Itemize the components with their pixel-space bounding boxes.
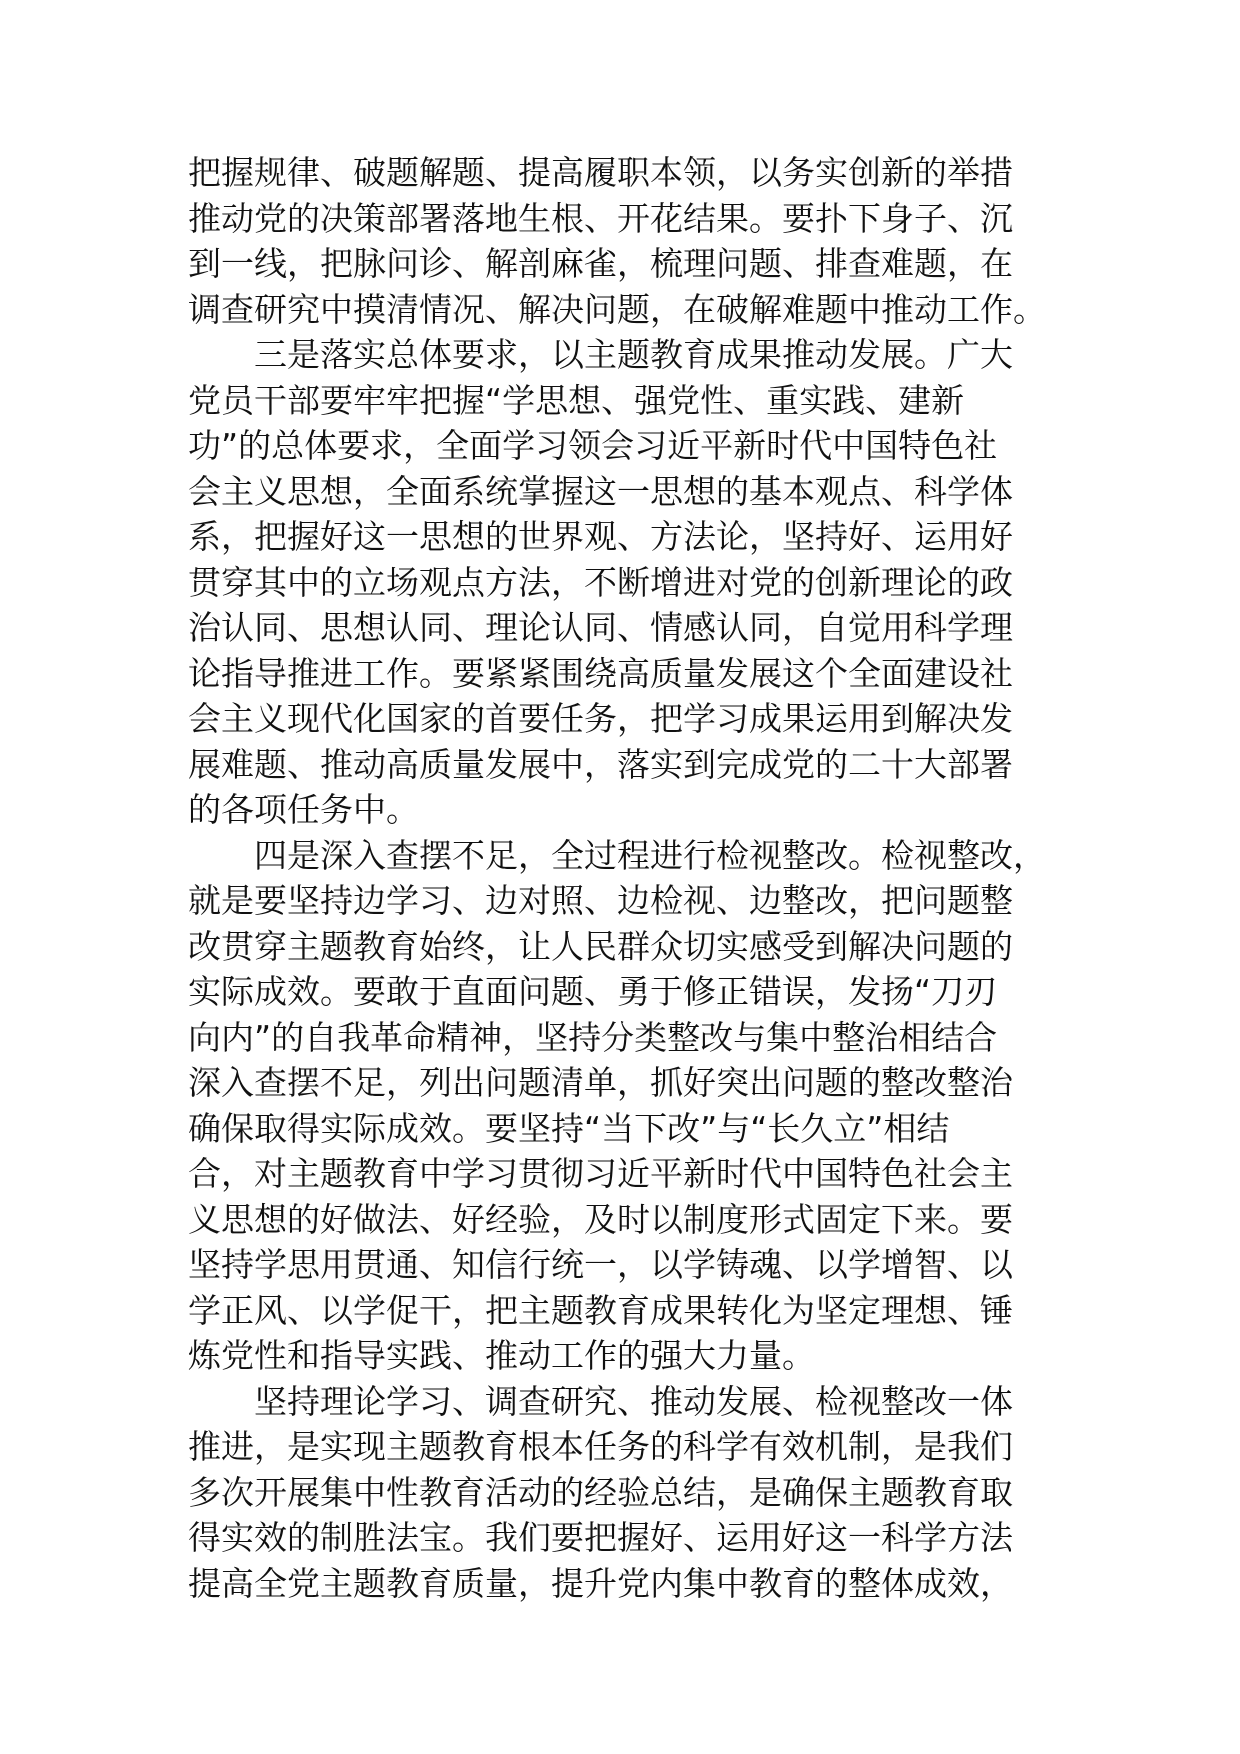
text-line: 贯穿其中的立场观点方法，不断增进对党的创新理论的政 (188, 562, 1013, 602)
text-line: 炼党性和指导实践、推动工作的强大力量。 (188, 1336, 815, 1375)
text-line: 推动党的决策部署落地生根、开花结果。要扑下身子、沉 (188, 198, 1013, 238)
paragraph-first-line: 坚持理论学习、调查研究、推动发展、检视整改一体 (254, 1381, 1013, 1421)
text-line: 向内”的自我革命精神，坚持分类整改与集中整治相结合 (188, 1017, 998, 1057)
text-line: 论指导推进工作。要紧紧围绕高质量发展这个全面建设社 (188, 653, 1013, 693)
text-line: 提高全党主题教育质量，提升党内集中教育的整体成效， (188, 1563, 1013, 1603)
text-line: 多次开展集中性教育活动的经验总结，是确保主题教育取 (188, 1472, 1013, 1512)
text-line: 合，对主题教育中学习贯彻习近平新时代中国特色社会主 (188, 1154, 1013, 1193)
text-line: 实际成效。要敢于直面问题、勇于修正错误，发扬“刀刃 (188, 972, 998, 1011)
text-line: 会主义现代化国家的首要任务，把学习成果运用到解决发 (188, 699, 1013, 738)
paragraph-first-line: 四是深入查摆不足，全过程进行检视整改。检视整改， (254, 835, 1046, 875)
text-line: 治认同、思想认同、理论认同、情感认同，自觉用科学理 (188, 608, 1013, 647)
text-line: 学正风、以学促干，把主题教育成果转化为坚定理想、锤 (188, 1290, 1013, 1330)
text-line: 的各项任务中。 (188, 790, 419, 829)
text-line: 就是要坚持边学习、边对照、边检视、边整改，把问题整 (188, 881, 1013, 920)
paragraph-first-line: 三是落实总体要求，以主题教育成果推动发展。广大 (254, 335, 1013, 374)
document-body (188, 150, 1068, 1606)
text-line: 确保取得实际成效。要坚持“当下改”与“长久立”相结 (188, 1108, 950, 1148)
text-line: 调查研究中摸清情况、解决问题，在破解难题中推动工作。 (188, 289, 1046, 329)
text-line: 坚持学思用贯通、知信行统一，以学铸魂、以学增智、以 (188, 1245, 1013, 1284)
text-line: 党员干部要牢牢把握“学思想、强党性、重实践、建新 (188, 380, 965, 420)
text-line: 展难题、推动高质量发展中，落实到完成党的二十大部署 (188, 744, 1013, 784)
text-line: 改贯穿主题教育始终，让人民群众切实感受到解决问题的 (188, 926, 1013, 966)
text-line: 深入查摆不足，列出问题清单，抓好突出问题的整改整治 (188, 1063, 1013, 1102)
text-line: 到一线，把脉问诊、解剖麻雀，梳理问题、排查难题，在 (188, 244, 1013, 283)
text-line: 推进，是实现主题教育根本任务的科学有效机制，是我们 (188, 1427, 1013, 1466)
text-line: 把握规律、破题解题、提高履职本领，以务实创新的举措 (188, 153, 1013, 192)
text-line: 系，把握好这一思想的世界观、方法论，坚持好、运用好 (188, 517, 1013, 556)
text-line: 义思想的好做法、好经验，及时以制度形式固定下来。要 (188, 1199, 1013, 1239)
text-line: 得实效的制胜法宝。我们要把握好、运用好这一科学方法 (188, 1518, 1013, 1557)
text-line: 会主义思想，全面系统掌握这一思想的基本观点、科学体 (188, 471, 1013, 511)
text-line: 功”的总体要求，全面学习领会习近平新时代中国特色社 (188, 426, 998, 465)
